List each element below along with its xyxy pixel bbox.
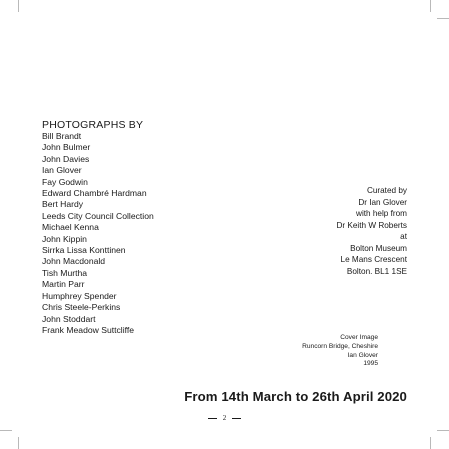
photographer-name: Michael Kenna xyxy=(42,222,99,233)
curator-credits xyxy=(336,185,407,277)
credit-line: at xyxy=(400,232,407,241)
folio-dash-right xyxy=(232,418,241,419)
photographer-name: John Stoddart xyxy=(42,313,96,324)
photographer-list xyxy=(42,131,154,336)
photographer-name: John Bulmer xyxy=(42,142,91,153)
photographer-name: Fay Godwin xyxy=(42,176,88,187)
crop-mark-left-bottom xyxy=(0,430,12,431)
cover-credit-line: Runcorn Bridge, Cheshire xyxy=(302,342,378,350)
photographers-heading: PHOTOGRAPHS BY xyxy=(42,119,144,131)
credit-line: Bolton Museum xyxy=(350,243,407,253)
photographer-name: Sirrka Lissa Konttinen xyxy=(42,245,126,256)
photographer-name: Bill Brandt xyxy=(42,131,82,141)
photographers-section xyxy=(42,120,154,336)
credit-line: Le Mans Crescent xyxy=(340,255,407,264)
folio-dash-left xyxy=(208,418,217,419)
exhibition-dates: From 14th March to 26th April 2020 xyxy=(184,389,407,404)
photographer-name: Leeds City Council Collection xyxy=(42,210,154,221)
cover-credit-line: 1995 xyxy=(363,360,378,368)
photographer-name: John Davies xyxy=(42,153,90,164)
crop-mark-top-right xyxy=(430,0,431,12)
photographer-name: Edward Chambré Hardman xyxy=(42,188,147,199)
photographer-name: Martin Parr xyxy=(42,279,85,290)
crop-mark-right-bottom xyxy=(437,430,449,431)
photographer-name: Ian Glover xyxy=(42,165,82,176)
photographer-name: Frank Meadow Suttcliffe xyxy=(42,324,135,335)
credit-line: Dr Keith W Roberts xyxy=(336,220,407,230)
cover-credit-line: Ian Glover xyxy=(347,351,378,359)
photographer-name: Tish Murtha xyxy=(42,267,88,278)
crop-mark-right-top xyxy=(437,18,449,19)
crop-mark-bottom-right xyxy=(430,437,431,449)
credit-line: with help from xyxy=(356,209,407,218)
cover-image-credit xyxy=(302,334,378,369)
crop-mark-bottom-left xyxy=(18,437,19,449)
photographer-name: Humphrey Spender xyxy=(42,290,117,301)
credit-line: Dr Ian Glover xyxy=(358,197,407,207)
photographer-name: Chris Steele-Perkins xyxy=(42,302,121,313)
cover-credit-line: Cover Image xyxy=(340,334,378,341)
crop-mark-top-left xyxy=(18,0,19,12)
photographer-name: John Macdonald xyxy=(42,256,106,267)
photographer-name: Bert Hardy xyxy=(42,199,84,210)
photographer-name: John Kippin xyxy=(42,233,87,244)
credit-line: Curated by xyxy=(366,186,407,195)
credit-line: Bolton. BL1 1SE xyxy=(346,266,407,276)
page-number: 2 xyxy=(222,414,227,422)
page-footer xyxy=(0,413,449,423)
